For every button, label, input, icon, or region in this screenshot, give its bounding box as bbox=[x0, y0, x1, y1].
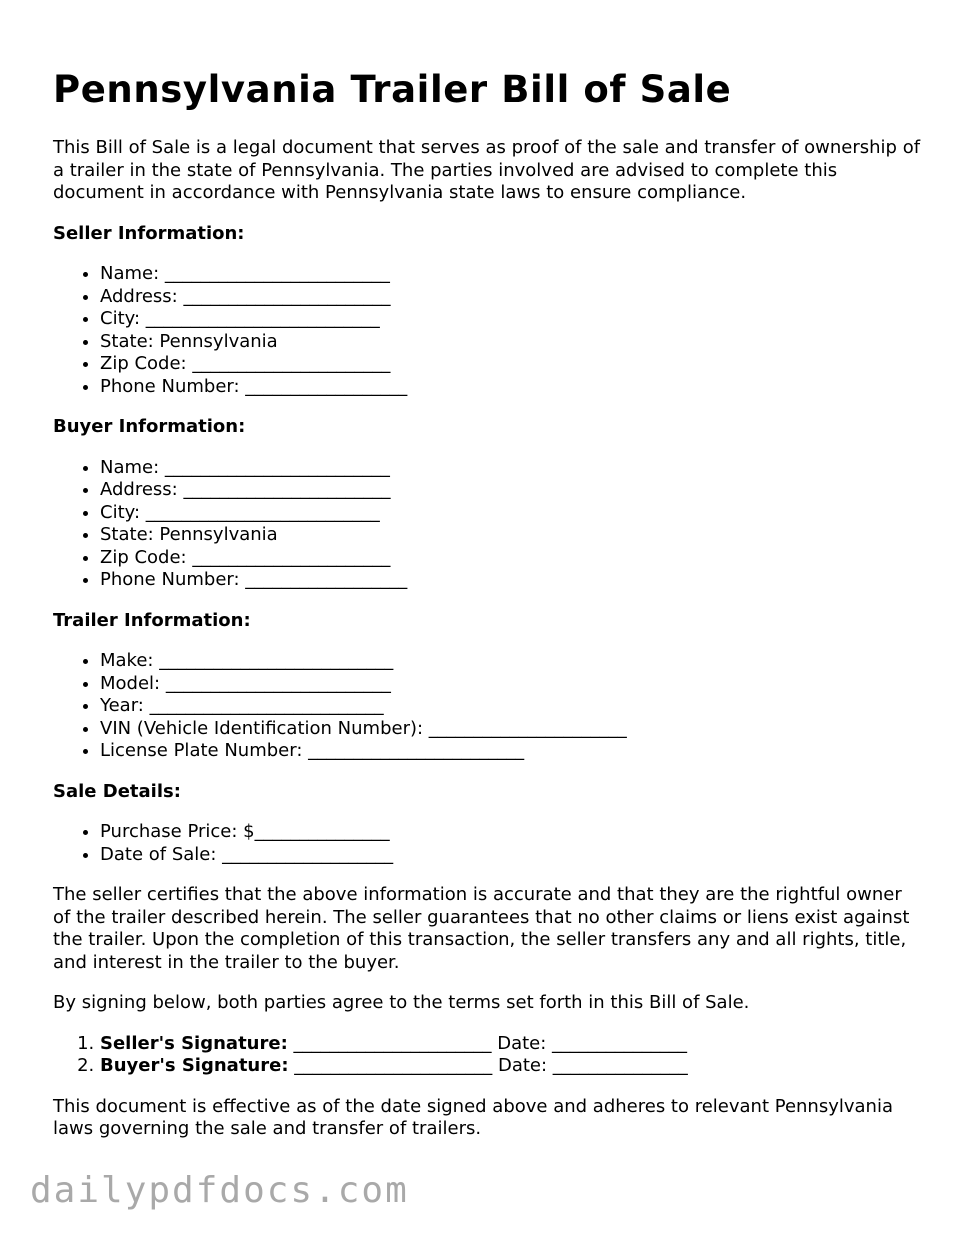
watermark-text: dailypdfdocs.com bbox=[30, 1170, 409, 1211]
agreement-paragraph: By signing below, both parties agree to the terms set forth in this Bill of Sale. bbox=[53, 992, 750, 1013]
seller-signature-line bbox=[100, 1033, 923, 1056]
trailer-heading: Trailer Information: bbox=[53, 609, 251, 631]
intro-paragraph: This Bill of Sale is a legal document that serves as proof of the sale and transfer of ownership of a trailer in the state of Pennsylvania. The parties involved are advised to complete this document in accordance with Pennsylvania state laws to ensure compliance. bbox=[53, 137, 921, 203]
buyer-signature-label: Buyer's Signature: bbox=[100, 1055, 289, 1076]
seller-name-field: • Name: _________________________ bbox=[100, 263, 923, 286]
seller-signature-label: Seller's Signature: bbox=[100, 1032, 288, 1054]
certification-paragraph: The seller certifies that the above information is accurate and that they are the rightful owner of the trailer described herein. The seller guarantees that no other claims or liens exist against the trailer. Upon the completion of this transaction, the seller transfers any and all rights, title, and interest in the trailer to the buyer. bbox=[53, 884, 910, 973]
trailer-make-field: • Make: __________________________ bbox=[100, 650, 923, 673]
trailer-year-field: • Year: __________________________ bbox=[100, 695, 923, 718]
seller-signature-blanks: ______________________ Date: _______________ bbox=[287, 1032, 688, 1054]
buyer-signature-blanks: ______________________ Date: _______________ bbox=[288, 1055, 688, 1076]
seller-heading: Seller Information: bbox=[53, 222, 245, 244]
closing-paragraph: This document is effective as of the date signed above and adheres to relevant Pennsylvania laws governing the sale and transfer of trailers. bbox=[53, 1095, 893, 1139]
trailer-plate-field: • License Plate Number: ________________________ bbox=[100, 740, 923, 763]
buyer-zip-field: • Zip Code: ______________________ bbox=[100, 547, 923, 570]
buyer-state-field: • State: Pennsylvania bbox=[100, 524, 923, 547]
seller-fields-list bbox=[53, 263, 923, 398]
purchase-price-field: • Purchase Price: $_______________ bbox=[100, 821, 923, 844]
seller-zip-field: • Zip Code: ______________________ bbox=[100, 353, 923, 376]
document-body bbox=[53, 137, 923, 1159]
buyer-city-field: • City: __________________________ bbox=[100, 502, 923, 525]
buyer-heading: Buyer Information: bbox=[53, 416, 246, 437]
buyer-fields-list bbox=[53, 457, 923, 592]
trailer-model-field: • Model: _________________________ bbox=[100, 673, 923, 696]
trailer-fields-list bbox=[53, 650, 923, 763]
seller-city-field: • City: __________________________ bbox=[100, 308, 923, 331]
seller-state-field: • State: Pennsylvania bbox=[100, 331, 923, 354]
sale-heading: Sale Details: bbox=[53, 780, 181, 802]
buyer-name-field: • Name: _________________________ bbox=[100, 457, 923, 480]
document-title: Pennsylvania Trailer Bill of Sale bbox=[53, 68, 732, 111]
buyer-phone-field: • Phone Number: __________________ bbox=[100, 569, 923, 592]
seller-address-field: • Address: _______________________ bbox=[100, 286, 923, 309]
signature-list bbox=[53, 1033, 923, 1078]
seller-phone-field: • Phone Number: __________________ bbox=[100, 376, 923, 399]
buyer-signature-line bbox=[100, 1055, 923, 1078]
date-of-sale-field: • Date of Sale: ___________________ bbox=[100, 844, 923, 867]
buyer-address-field: • Address: _______________________ bbox=[100, 479, 923, 502]
trailer-vin-field: • VIN (Vehicle Identification Number): ______________________ bbox=[100, 718, 923, 741]
sale-fields-list bbox=[53, 821, 923, 866]
